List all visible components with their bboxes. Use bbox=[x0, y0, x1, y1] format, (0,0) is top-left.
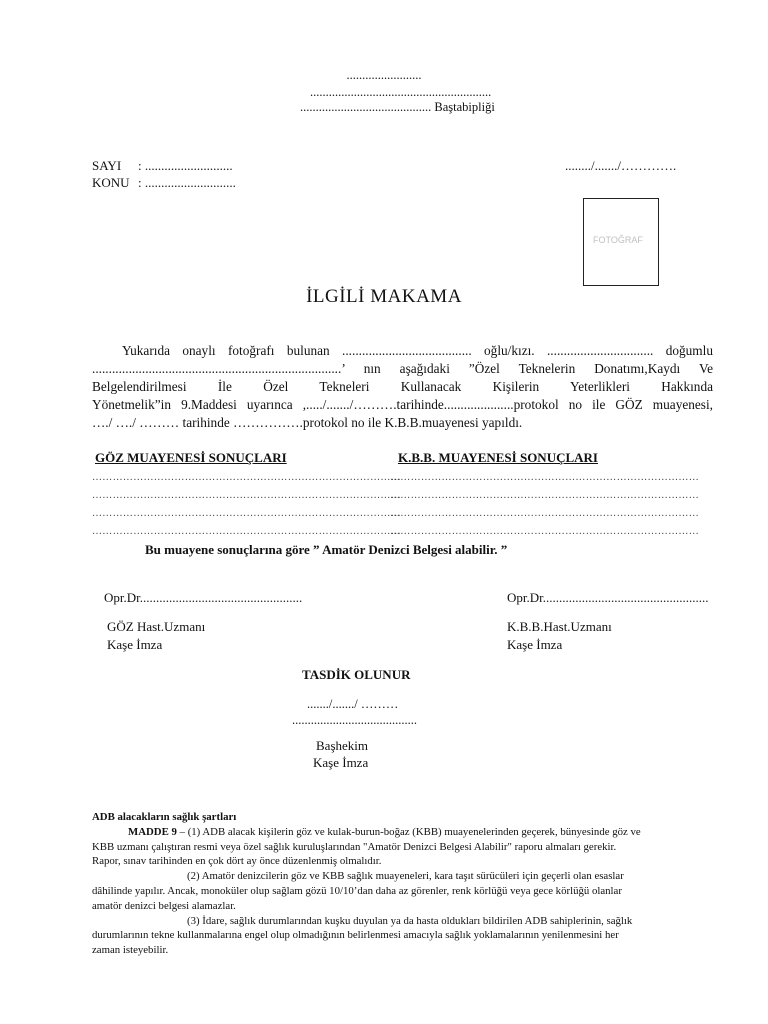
goz-result-line: ……………………………………………………………………………… bbox=[92, 508, 401, 519]
header-institution-name: Baştabipliği bbox=[434, 100, 495, 114]
kbb-result-line: ……………………………………………………………………………… bbox=[390, 490, 699, 501]
regulation-section bbox=[92, 810, 713, 958]
kbb-doctor-stamp: Kaşe İmza bbox=[507, 637, 563, 652]
body-paragraph bbox=[92, 342, 713, 432]
regulation-line-1-text: – (1) ADB alacak kişilerin göz ve kulak-burun-boğaz (KBB) muayenelerinden geçerek, bünyesinde göz ve bbox=[176, 825, 641, 838]
photo-box bbox=[583, 198, 659, 286]
goz-doctor-name: Opr.Dr.................................................. bbox=[104, 590, 303, 605]
regulation-line-2: KBB uzmanı çalıştıran resmi veya özel sağlık kuruluşlarından "Amatör Denizci Belgesi Alabilir" raporu almaları gerekir. bbox=[92, 840, 617, 853]
header-institution bbox=[300, 100, 495, 115]
photo-label: FOTOĞRAF bbox=[593, 235, 643, 245]
approval-role: Başhekim bbox=[316, 738, 368, 753]
approval-heading: TASDİK OLUNUR bbox=[302, 667, 411, 682]
kbb-result-line: ……………………………………………………………………………… bbox=[390, 526, 699, 537]
goz-result-line: ……………………………………………………………………………… bbox=[92, 526, 401, 537]
kbb-results-heading: K.B.B. MUAYENESİ SONUÇLARI bbox=[398, 450, 598, 465]
kbb-result-line: ……………………………………………………………………………… bbox=[390, 472, 699, 483]
header-line-1: ........................ bbox=[346, 68, 422, 82]
goz-results-heading: GÖZ MUAYENESİ SONUÇLARI bbox=[95, 450, 287, 465]
kbb-doctor-title: K.B.B.Hast.Uzmanı bbox=[507, 619, 612, 634]
konu-value: : ............................ bbox=[138, 175, 236, 190]
regulation-line-7: (3) İdare, sağlık durumlarından kuşku duyulan ya da hasta oldukları bildirilen ADB sahiplerinin, sağlık bbox=[187, 914, 633, 927]
regulation-line-9: zaman isteyebilir. bbox=[92, 944, 169, 957]
goz-doctor-title: GÖZ Hast.Uzmanı bbox=[107, 619, 206, 634]
body-line-4: Yönetmelik”in 9.Maddesi uyarınca ,...../......./……….tarihinde.....................protokol no ile GÖZ muayenesi, bbox=[92, 397, 713, 412]
document-date: ......../......./…………. bbox=[565, 158, 677, 173]
sayi-label: SAYI bbox=[92, 158, 122, 173]
regulation-line-8: durumlarının tekne kullanmalarına engel olup olmadığının belirlenmesi amacıyla sağlık yoklamalarının yenilenmesini her bbox=[92, 929, 619, 942]
konu-label: KONU bbox=[92, 175, 130, 190]
body-line-3: Belgelendirilmesi İle Özel Tekneleri Kullanacak Kişilerin Yeterlikleri Hakkında bbox=[92, 379, 713, 394]
approval-signature-line: ........................................ bbox=[292, 713, 417, 727]
approval-stamp: Kaşe İmza bbox=[313, 755, 369, 770]
goz-result-line: ……………………………………………………………………………… bbox=[92, 490, 401, 501]
conclusion-text: Bu muayene sonuçlarına göre ” Amatör Denizci Belgesi alabilir. ” bbox=[145, 542, 508, 557]
body-line-1: Yukarıda onaylı fotoğrafı bulunan ....................................... oğlu/kızı. ................................ doğumlu bbox=[122, 343, 713, 358]
regulation-line-6: amatör denizci belgesi alamazlar. bbox=[92, 899, 236, 912]
sayi-value: : ........................... bbox=[138, 158, 233, 173]
goz-result-line: ……………………………………………………………………………… bbox=[92, 472, 401, 483]
kbb-doctor-name: Opr.Dr................................................... bbox=[507, 590, 709, 605]
page-title: İLGİLİ MAKAMA bbox=[306, 286, 462, 307]
regulation-line-3: Rapor, sınav tarihinden en çok dört ay önce düzenlenmiş olmalıdır. bbox=[92, 855, 382, 868]
header-institution-dots: .......................................... bbox=[300, 100, 432, 114]
kbb-result-line: ……………………………………………………………………………… bbox=[390, 508, 699, 519]
approval-date: ......./......./ ……… bbox=[307, 697, 399, 711]
body-line-2: ...........................................................................’ nın aşağıdaki ”Özel Teknelerin Donatımı,Kaydı Ve bbox=[92, 361, 713, 376]
regulation-line-5: dâhilinde yapılır. Ancak, monoküler olup sağlam gözü 10/10’dan daha az görenler, renk körlüğü veya gece körlüğü olanlar bbox=[92, 884, 622, 897]
goz-doctor-stamp: Kaşe İmza bbox=[107, 637, 163, 652]
header-line-2: .......................................................... bbox=[310, 85, 492, 99]
regulation-line-1 bbox=[92, 825, 713, 840]
body-line-5: …./ …./ ……… tarihinde …………….protokol no ile K.B.B.muayenesi yapıldı. bbox=[92, 415, 523, 430]
regulation-line-4: (2) Amatör denizcilerin göz ve KBB sağlık muayeneleri, kara taşıt sürücüleri için geçerli olan esaslar bbox=[187, 870, 624, 883]
regulation-heading: ADB alacakların sağlık şartları bbox=[92, 811, 237, 823]
regulation-article: MADDE 9 bbox=[128, 825, 177, 838]
